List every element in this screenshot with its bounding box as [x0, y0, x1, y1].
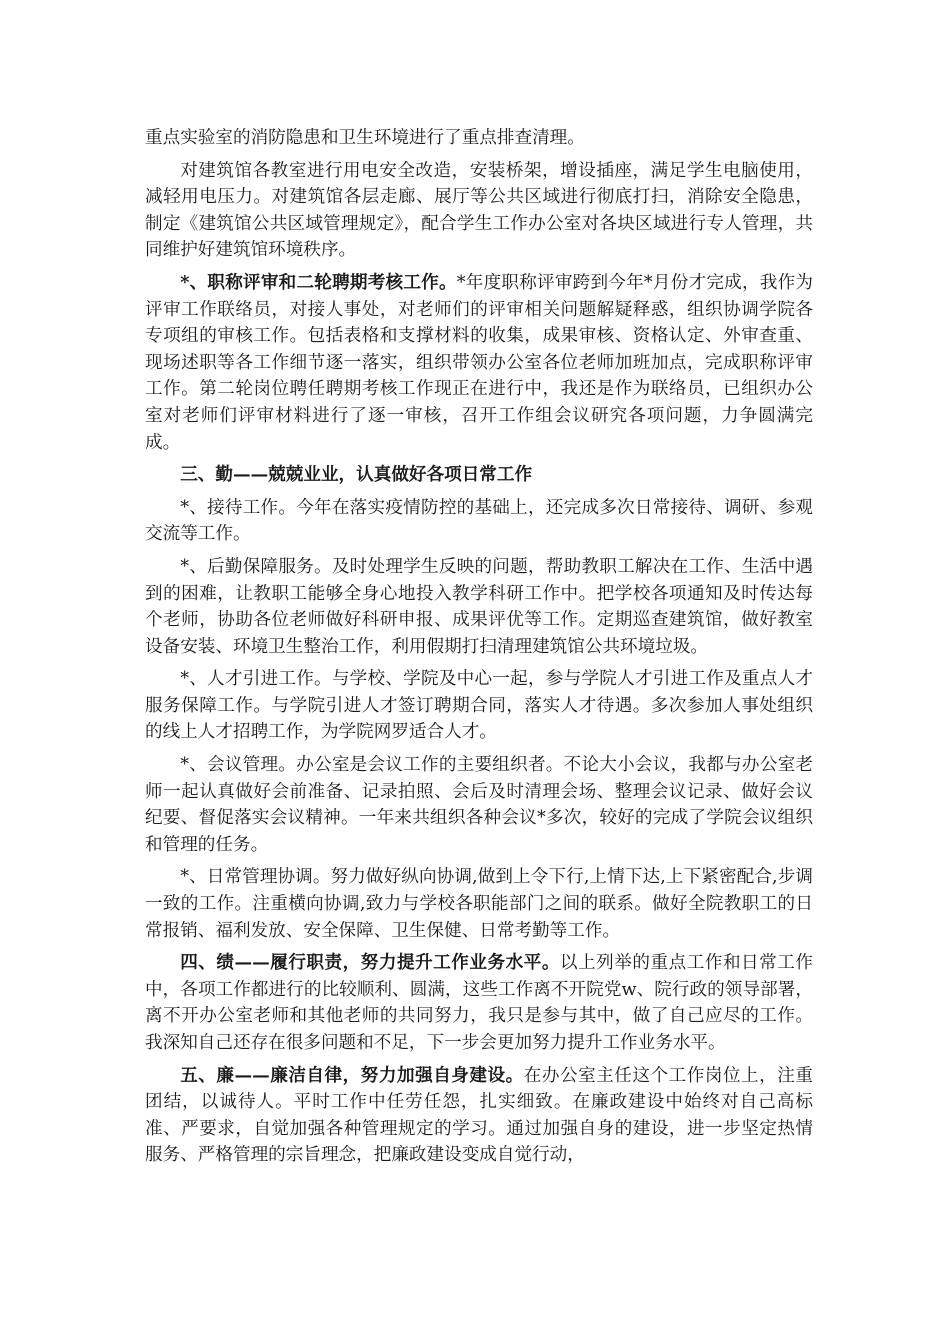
paragraph-electrical-renovation: 对建筑馆各教室进行用电安全改造，安装桥架，增设插座，满足学生电脑使用，减轻用电压力。对建筑馆各层走廊、展厅等公共区域进行彻底打扫，消除安全隐患，制定《建筑馆公共区域管理规定》，配合学生工作办公室对各块区域进行专人管理，共同维护好建筑馆环境秩序。: [145, 160, 813, 261]
section-heading-diligence: 三、勤——兢兢业业，认真做好各项日常工作: [180, 464, 533, 486]
paragraph-integrity: [145, 1063, 813, 1169]
paragraph-lead-integrity: 五、廉——廉洁自律，努力加强自身建设。: [180, 1064, 524, 1086]
paragraph-body-performance: 以上列举的重点工作和日常工作中，各项工作都进行的比较顺利、圆满，这些工作离不开院党w、院行政的领导部署，离不开办公室老师和其他老师的共同努力，我只是参与其中，做了自己应尽的工作。我深知自己还存在很多问题和不足，下一步会更加努力提升工作业务水平。: [145, 953, 813, 1053]
paragraph-body-title-review: *年度职称评审跨到今年*月份才完成，我作为评审工作联络员，对接人事处，对老师们的评审相关问题解疑释惑，组织协调学院各专项组的审核工作。包括表格和支撑材料的收集，成果审核、资格认定、外审查重、现场述职等各工作细节逐一落实，组织带领办公室各位老师加班加点，完成职称评审工作。第二轮岗位聘任聘期考核工作现正在进行中，我还是作为联络员，已组织办公室对老师们评审材料进行了逐一审核，召开工作组会议研究各项问题，力争圆满完成。: [145, 272, 813, 453]
paragraph-reception: *、接待工作。今年在落实疫情防控的基础上，还完成多次日常接待、调研、参观交流等工作。: [145, 497, 813, 545]
paragraph-body-integrity: 在办公室主任这个工作岗位上，注重团结，以诚待人。平时工作中任劳任怨，扎实细致。在廉政建设中始终对自己高标准、严要求，自觉加强各种管理规定的学习。通过加强自身的建设，进一步坚定热情服务、严格管理的宗旨理念，把廉政建设变成自觉行动，: [145, 1065, 813, 1166]
paragraph-meetings: *、会议管理。办公室是会议工作的主要组织者。不论大小会议，我都与办公室老师一起认真做好会前准备、记录拍照、会后及时清理会场、整理会议记录、做好会议纪要、督促落实会议精神。一年来共组织各种会议*多次，较好的完成了学院会议组织和管理的任务。: [145, 755, 813, 855]
paragraph-lead-performance: 四、绩——履行职责，努力提升工作业务水平。: [180, 952, 560, 974]
paragraph-talent: *、人才引进工作。与学校、学院及中心一起，参与学院人才引进工作及重点人才服务保障工作。与学院引进人才签订聘期合同，落实人才待遇。多次参加人事处组织的线上人才招聘工作，为学院网罗适合人才。: [145, 669, 813, 743]
paragraph-lead-title-review: *、职称评审和二轮聘期考核工作。: [180, 271, 457, 293]
paragraph-logistics: *、后勤保障服务。及时处理学生反映的问题，帮助教职工解决在工作、生活中遇到的困难，让教职工能够全身心地投入教学科研工作中。把学校各项通知及时传达每个老师，协助各位老师做好科研申报、成果评优等工作。定期巡查建筑馆，做好教室设备安装、环境卫生整治工作，利用假期打扫清理建筑馆公共环境垃圾。: [145, 556, 813, 657]
paragraph-continued: 重点实验室的消防隐患和卫生环境进行了重点排查清理。: [145, 128, 585, 148]
paragraph-coordination: *、日常管理协调。努力做好纵向协调,做到上令下行,上情下达,上下紧密配合,步调一致的工作。注重横向协调,致力与学校各职能部门之间的联系。做好全院教职工的日常报销、福利发放、安全保障、卫生保健、日常考勤等工作。: [145, 867, 813, 941]
document-page: [145, 125, 813, 1175]
paragraph-performance: [145, 950, 813, 1056]
paragraph-title-review: [145, 270, 813, 456]
